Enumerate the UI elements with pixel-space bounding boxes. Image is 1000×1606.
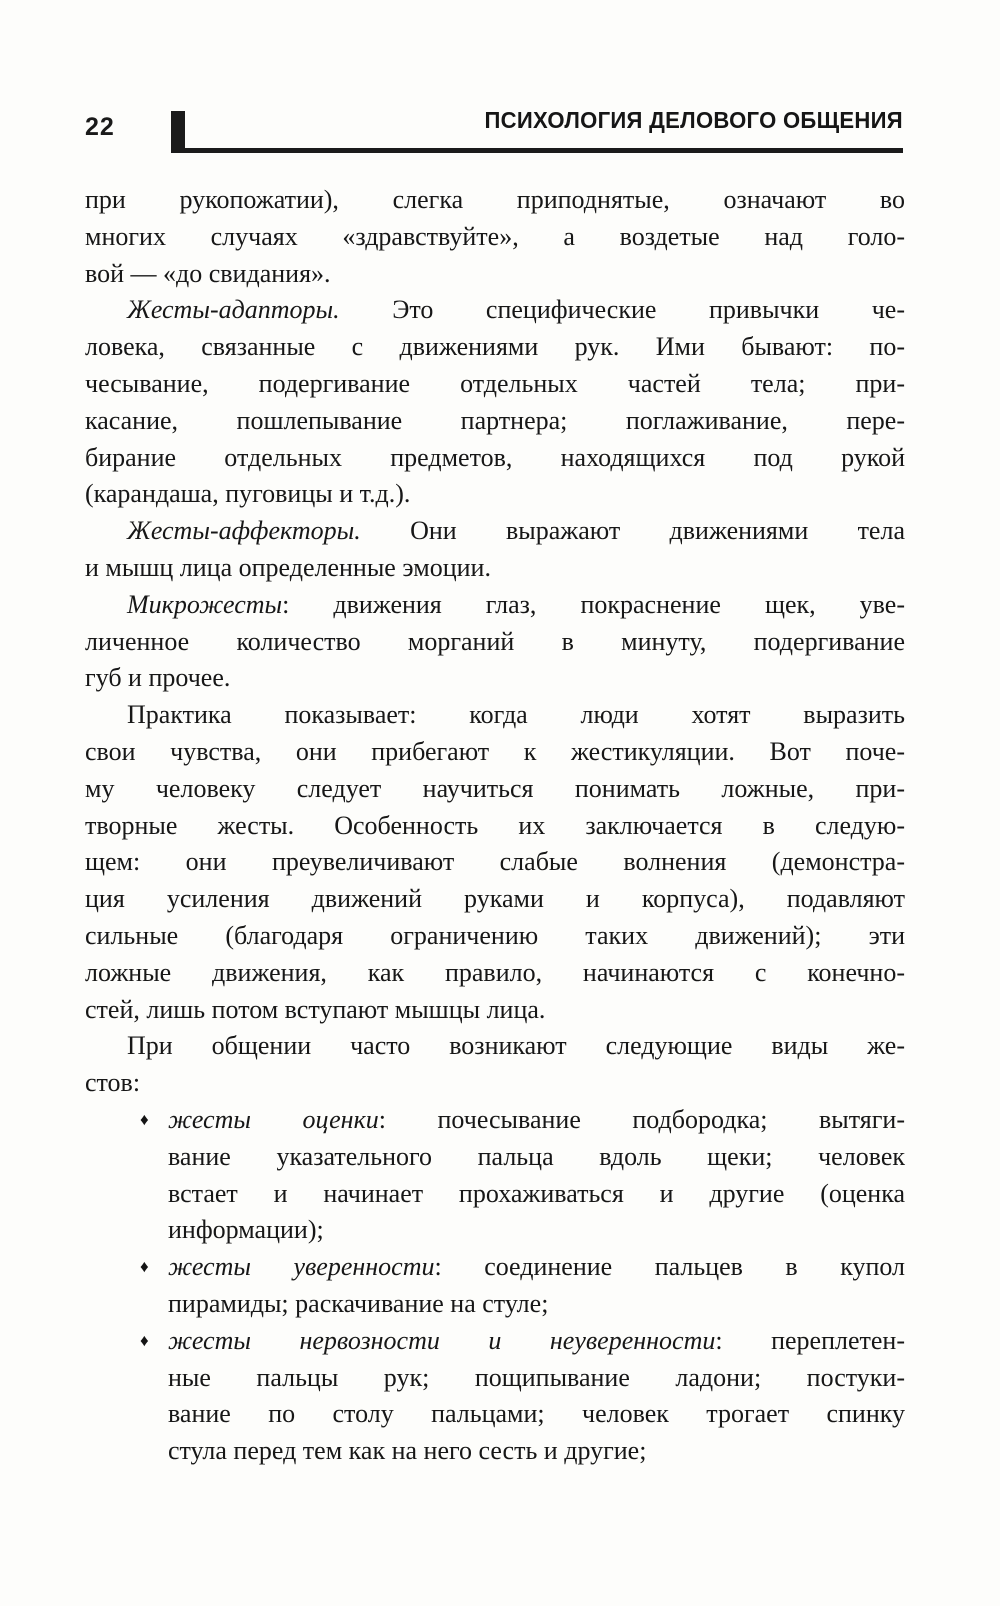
text-line bbox=[168, 1396, 905, 1433]
text-line bbox=[85, 771, 905, 808]
diamond-bullet-icon: ♦ bbox=[140, 1257, 149, 1277]
page-number: 22 bbox=[85, 113, 115, 141]
text-line bbox=[85, 881, 905, 918]
text-segment: : соединение пальцев в купол bbox=[434, 1252, 906, 1282]
text-line bbox=[85, 1065, 905, 1102]
text-segment: ные пальцы рук; пощипывание ладони; постуки- bbox=[168, 1362, 905, 1392]
text-segment: : переплетен- bbox=[715, 1325, 905, 1355]
paragraph bbox=[85, 1028, 905, 1102]
text-line bbox=[85, 182, 905, 219]
diamond-bullet-icon: ♦ bbox=[140, 1330, 149, 1350]
paragraph bbox=[85, 513, 905, 587]
text-line bbox=[168, 1102, 905, 1139]
italic-term: жесты оценки bbox=[168, 1104, 379, 1134]
text-segment: многих случаях «здравствуйте», а воздетые над голо- bbox=[85, 221, 905, 251]
page-body bbox=[85, 182, 905, 1470]
text-segment: вание указательного пальца вдоль щеки; человек bbox=[168, 1141, 905, 1171]
text-segment: пирамиды; раскачивание на стуле; bbox=[168, 1288, 549, 1318]
text-segment: : почесывание подбородка; вытяги- bbox=[378, 1104, 905, 1134]
text-line bbox=[85, 660, 905, 697]
text-line bbox=[85, 219, 905, 256]
text-segment: ция усиления движений руками и корпуса), подавляют bbox=[85, 884, 905, 914]
text-line bbox=[168, 1176, 905, 1213]
italic-term: Жесты-аффекторы. bbox=[127, 516, 361, 546]
text-segment: Это специфические привычки че- bbox=[339, 295, 905, 325]
text-segment: при рукопожатии), слегка приподнятые, означают во bbox=[85, 185, 905, 214]
text-segment: личенное количество морганий в минуту, подергивание bbox=[85, 626, 905, 656]
text-segment: ложные движения, как правило, начинаются с конечно- bbox=[85, 957, 905, 987]
text-line bbox=[85, 292, 905, 329]
text-segment: и мышц лица определенные эмоции. bbox=[85, 552, 491, 582]
text-line bbox=[168, 1323, 905, 1360]
text-segment: (карандаша, пуговицы и т.д.). bbox=[85, 479, 411, 509]
list-item bbox=[85, 1249, 905, 1323]
running-title: ПСИХОЛОГИЯ ДЕЛОВОГО ОБЩЕНИЯ bbox=[484, 107, 903, 133]
text-segment: При общении часто возникают следующие виды же- bbox=[127, 1031, 905, 1061]
text-line bbox=[85, 808, 905, 845]
text-segment: творные жесты. Особенность их заключается в следую- bbox=[85, 810, 905, 840]
text-segment: касание, пошлепывание партнера; поглаживание, пере- bbox=[85, 405, 905, 435]
text-line bbox=[85, 329, 905, 366]
text-line bbox=[85, 256, 905, 293]
paragraph bbox=[85, 292, 905, 513]
text-line bbox=[85, 1028, 905, 1065]
text-line bbox=[85, 587, 905, 624]
text-segment: губ и прочее. bbox=[85, 663, 231, 693]
text-line bbox=[85, 366, 905, 403]
text-line bbox=[85, 734, 905, 771]
list-item bbox=[85, 1102, 905, 1249]
text-line bbox=[168, 1249, 905, 1286]
text-line bbox=[85, 992, 905, 1029]
text-line bbox=[85, 697, 905, 734]
text-line bbox=[85, 513, 905, 550]
text-line bbox=[85, 550, 905, 587]
paragraph bbox=[85, 697, 905, 1028]
text-segment: Практика показывает: когда люди хотят выразить bbox=[127, 700, 905, 730]
text-segment: стов: bbox=[85, 1068, 141, 1098]
header-rule bbox=[185, 148, 903, 153]
text-segment: информации); bbox=[168, 1215, 324, 1245]
text-segment: встает и начинает прохаживаться и другие (оценка bbox=[168, 1178, 905, 1208]
text-segment: чесывание, подергивание отдельных частей тела; при- bbox=[85, 368, 905, 398]
text-segment: сильные (благодаря ограничению таких движений); эти bbox=[85, 920, 905, 950]
paragraph bbox=[85, 182, 905, 292]
text-segment: му человеку следует научиться понимать ложные, при- bbox=[85, 773, 905, 803]
diamond-bullet-icon: ♦ bbox=[140, 1109, 149, 1129]
text-line bbox=[168, 1139, 905, 1176]
italic-term: Жесты-адапторы. bbox=[127, 295, 340, 325]
text-line bbox=[85, 918, 905, 955]
text-segment: ловека, связанные с движениями рук. Ими бывают: по- bbox=[85, 332, 905, 362]
text-line bbox=[85, 476, 905, 513]
text-line bbox=[168, 1433, 905, 1470]
text-segment: свои чувства, они прибегают к жестикуляции. Вот поче- bbox=[85, 736, 905, 766]
text-line bbox=[85, 624, 905, 661]
text-segment: бирание отдельных предметов, находящихся под рукой bbox=[85, 442, 905, 472]
text-line bbox=[168, 1212, 905, 1249]
page-header bbox=[85, 105, 903, 153]
text-segment: стей, лишь потом вступают мышцы лица. bbox=[85, 994, 546, 1024]
text-line bbox=[168, 1360, 905, 1397]
italic-term: жесты нервозности и неуверенности bbox=[168, 1325, 716, 1355]
text-segment: щем: они преувеличивают слабые волнения (демонстра- bbox=[85, 847, 905, 877]
text-segment: вой — «до свидания». bbox=[85, 258, 331, 288]
text-line bbox=[168, 1286, 905, 1323]
text-line bbox=[85, 440, 905, 477]
italic-term: жесты уверенности bbox=[168, 1252, 435, 1282]
text-line bbox=[85, 844, 905, 881]
text-line bbox=[85, 955, 905, 992]
text-segment: стула перед тем как на него сесть и другие; bbox=[168, 1436, 647, 1466]
text-segment: Они выражают движениями тела bbox=[360, 516, 905, 546]
header-bar-decoration bbox=[171, 111, 185, 153]
text-line bbox=[85, 403, 905, 440]
italic-term: Микрожесты bbox=[127, 589, 283, 619]
text-segment: : движения глаз, покраснение щек, уве- bbox=[282, 589, 905, 619]
list-item bbox=[85, 1323, 905, 1470]
text-segment: вание по столу пальцами; человек трогает спинку bbox=[168, 1399, 905, 1429]
paragraph bbox=[85, 587, 905, 697]
